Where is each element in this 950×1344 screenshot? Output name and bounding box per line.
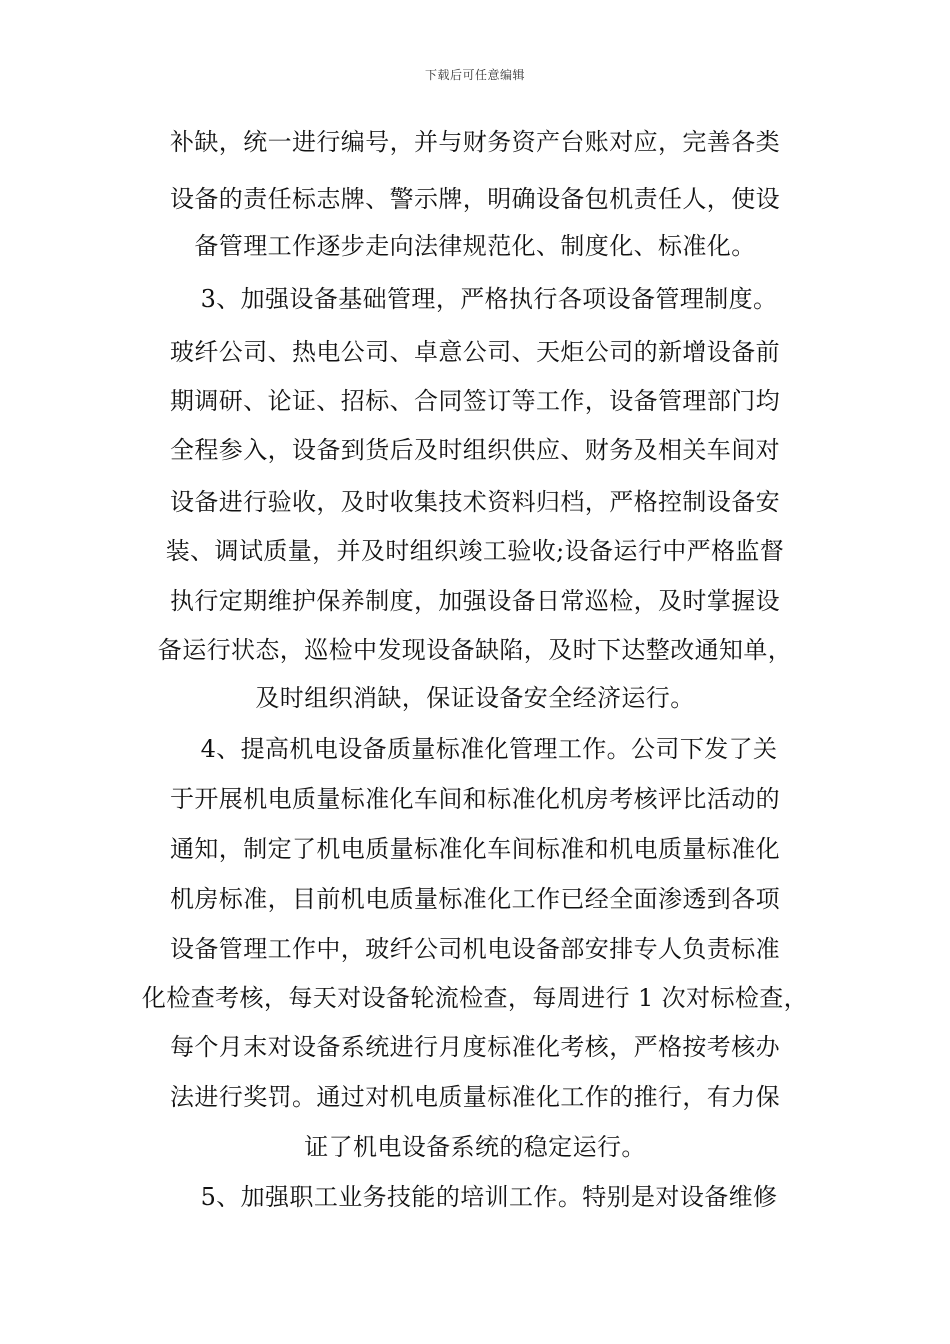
text-line: 期调研、论证、招标、合同签订等工作，设备管理部门均 <box>170 387 780 415</box>
paragraph-heading-line: 3、加强设备基础管理，严格执行各项设备管理制度。 <box>200 285 778 313</box>
paragraph-heading-line: 5、加强职工业务技能的培训工作。特别是对设备维修 <box>200 1183 778 1211</box>
text-line: 备管理工作逐步走向法律规范化、制度化、标准化。 <box>194 232 756 260</box>
text-line: 玻纤公司、热电公司、卓意公司、天炬公司的新增设备前 <box>170 338 780 366</box>
text-line: 全程参入，设备到货后及时组织供应、财务及相关车间对 <box>170 436 780 464</box>
text-line: 备运行状态，巡检中发现设备缺陷，及时下达整改通知单， <box>157 636 793 664</box>
text-line: 于开展机电质量标准化车间和标准化机房考核评比活动的 <box>170 785 780 813</box>
text-line: 及时组织消缺，保证设备安全经济运行。 <box>255 684 695 712</box>
paragraph-heading-line: 4、提高机电设备质量标准化管理工作。公司下发了关 <box>200 735 778 763</box>
text-line: 法进行奖罚。通过对机电质量标准化工作的推行，有力保 <box>170 1083 780 1111</box>
text-line: 证了机电设备系统的稳定运行。 <box>304 1133 646 1161</box>
text-line: 设备的责任标志牌、警示牌，明确设备包机责任人，使设 <box>170 185 780 213</box>
text-line: 化检查考核，每天对设备轮流检查，每周进行 1 次对标检查， <box>141 984 809 1012</box>
page-header: 下载后可任意编辑 <box>424 68 525 82</box>
text-line: 补缺，统一进行编号，并与财务资产台账对应，完善各类 <box>170 128 780 156</box>
text-line: 设备进行验收，及时收集技术资料归档，严格控制设备安 <box>170 488 780 516</box>
text-line: 设备管理工作中，玻纤公司机电设备部安排专人负责标准 <box>170 935 780 963</box>
text-line: 每个月末对设备系统进行月度标准化考核，严格按考核办 <box>170 1033 780 1061</box>
text-line: 机房标准，目前机电质量标准化工作已经全面渗透到各项 <box>170 885 780 913</box>
text-line: 通知，制定了机电质量标准化车间标准和机电质量标准化 <box>170 835 780 863</box>
text-line: 装、调试质量，并及时组织竣工验收;设备运行中严格监督 <box>165 537 785 565</box>
text-line: 执行定期维护保养制度，加强设备日常巡检，及时掌握设 <box>170 587 780 615</box>
